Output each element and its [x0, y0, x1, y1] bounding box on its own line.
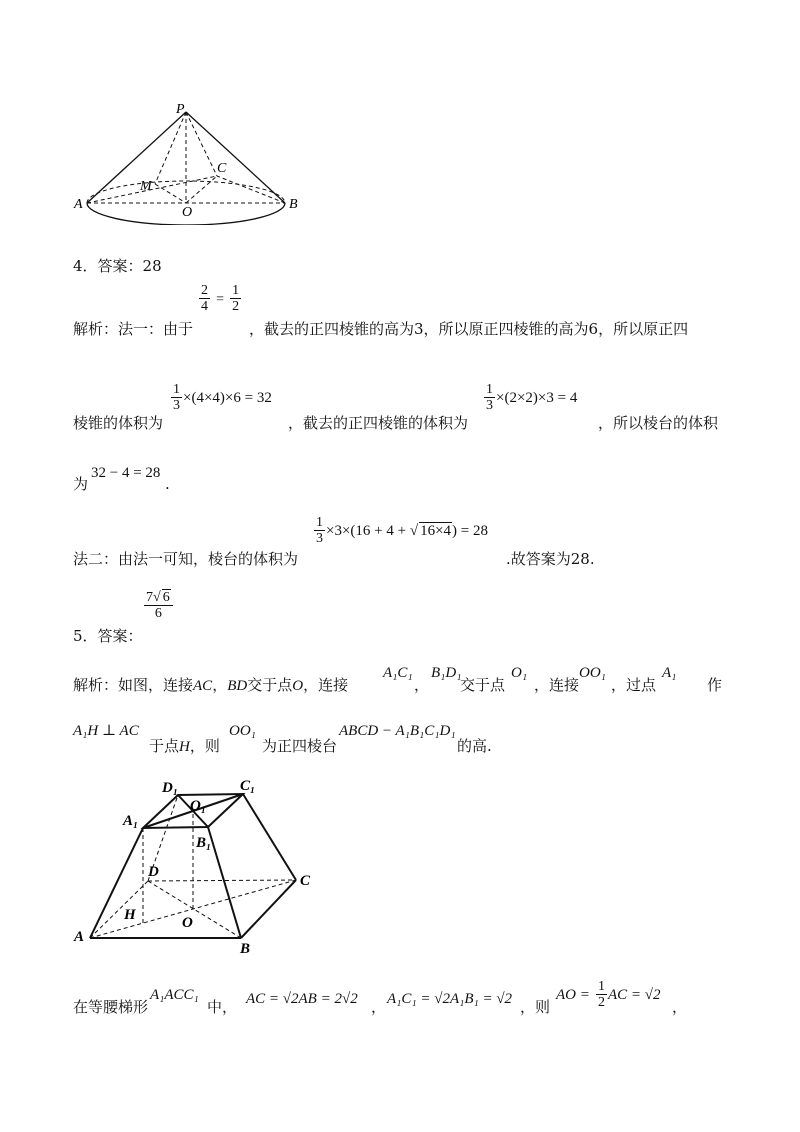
label-c: C — [217, 161, 227, 176]
q4-heading: 4．答案：28 — [73, 257, 162, 275]
q4-line3-suffix: . — [165, 475, 170, 493]
l1-c: ， — [212, 676, 228, 694]
frac2-num: 1 — [232, 283, 240, 298]
vol1-den: 3 — [173, 398, 180, 413]
l1-e: 交于点 — [247, 676, 293, 694]
label-b1: B₁ — [196, 835, 212, 851]
l1-g: ，连接 — [303, 676, 349, 694]
l2-h: H — [179, 739, 190, 755]
eq-sign: = — [216, 292, 224, 307]
vol3-den: 3 — [316, 531, 323, 546]
vol1-expr: ×(4×4)×6 = 32 — [183, 390, 272, 406]
q5-l3-trapezoid: A₁ACC₁ — [150, 987, 199, 1003]
ao-den: 2 — [597, 995, 605, 1010]
label-a: A — [74, 929, 85, 945]
q5-l2-perp: A₁H ⊥ AC — [73, 723, 139, 739]
q5-l1-a1: A₁ — [662, 665, 677, 681]
q4-line2-mid: ，截去的正四棱锥的体积为 — [288, 414, 469, 432]
l1-a: 解析：如图，连接 — [73, 676, 194, 694]
l1-bd: BD — [227, 678, 248, 694]
slant-right — [186, 112, 285, 203]
q4-line4-prefix: 法二：由法一可知，棱台的体积为 — [73, 550, 299, 568]
q4-line3-prefix: 为 — [73, 475, 89, 493]
frac1-num: 2 — [201, 283, 208, 298]
q5-l3-a1c1: A₁C₁ = √2A₁B₁ = √2 — [387, 991, 513, 1007]
ao-pre: AO = — [556, 987, 590, 1003]
label-o: O — [182, 915, 193, 931]
edge-cc1 — [243, 794, 296, 880]
label-d1: D₁ — [162, 780, 179, 796]
q4-line4-suffix: .故答案为28. — [506, 550, 595, 568]
label-c1: C₁ — [240, 778, 256, 794]
q5-l1-guodian: ，过点 — [611, 676, 657, 694]
q5-l1-a1c1: A₁C₁ — [383, 665, 413, 681]
vol3-expr-a: ×3×(16 + 4 + — [326, 523, 410, 539]
q5-heading: 5．答案： — [73, 627, 143, 645]
q4-vol1 — [170, 382, 272, 413]
q5-l1-lianjie: ，连接 — [534, 676, 580, 694]
frac2-den: 2 — [232, 299, 240, 314]
pc — [186, 112, 217, 176]
q4-line2-prefix: 棱锥的体积为 — [73, 414, 164, 432]
label-h: H — [124, 907, 136, 923]
vol1-num: 1 — [173, 382, 180, 397]
label-d: D — [148, 864, 159, 880]
q4-line1-suffix: ，截去的正四棱锥的高为3，所以原正四棱锥的高为6，所以原正四 — [249, 320, 689, 338]
ans-rad: 6 — [162, 590, 170, 605]
label-b: B — [289, 197, 298, 212]
vol2-expr: ×(2×2)×3 = 4 — [496, 390, 578, 406]
label-p: P — [176, 102, 185, 117]
label-o: O — [182, 205, 193, 220]
q5-l1-comma: ， — [414, 676, 430, 694]
ans-den: 6 — [154, 606, 162, 621]
ans-coef: 7 — [146, 590, 153, 605]
q5-l2-oo1: OO₁ — [229, 723, 256, 739]
l1-ac: AC — [193, 678, 213, 694]
vol3-expr-b: ) = 28 — [452, 523, 489, 539]
q4-line1-prefix: 解析：法一：由于 — [73, 320, 194, 338]
q5-l1-jiaoyudian: 交于点 — [460, 676, 506, 694]
cone-figure — [70, 100, 320, 225]
vol2-den: 3 — [486, 398, 493, 413]
edge-dc-hidden — [148, 880, 296, 881]
label-c: C — [300, 873, 311, 889]
q5-l3-comma2: ， — [672, 998, 688, 1016]
mo — [155, 184, 186, 203]
q4-line3-expr: 32 − 4 = 28 — [91, 465, 161, 481]
q5-l1 — [73, 676, 348, 695]
label-o1: O₁ — [190, 798, 207, 814]
q5-l1-o1: O₁ — [511, 665, 528, 681]
q5-l3-ac: AC = √2AB = 2√2 — [246, 991, 358, 1007]
q5-l2-yudian — [149, 737, 220, 756]
vol3-sqrt: 16×4 — [420, 523, 452, 539]
edge-bb1 — [208, 827, 241, 938]
edge-bc — [241, 880, 296, 938]
q4-line2-suffix: ，所以棱台的体积 — [598, 414, 719, 432]
q5-l2-frustum: ABCD − A₁B₁C₁D₁ — [339, 723, 456, 739]
q5-l3-comma1: ， — [371, 998, 387, 1016]
q5-l2-degao: 的高. — [457, 737, 492, 755]
oc — [186, 176, 217, 203]
q5-l3-ze: ，则 — [520, 998, 551, 1016]
q5-l3-ao — [556, 979, 661, 1010]
q5-l3-zhong: 中， — [207, 998, 238, 1016]
q5-l1-zuo: 作 — [707, 676, 723, 694]
vol3-num: 1 — [316, 515, 323, 530]
ao-post: AC = √2 — [607, 987, 661, 1003]
frustum-figure — [68, 775, 338, 960]
label-m: M — [140, 179, 152, 194]
q5-l2-zhengsileng: 为正四棱台 — [262, 737, 338, 755]
frac1-den: 4 — [201, 299, 208, 314]
label-a1: A₁ — [123, 813, 139, 829]
q4-fraction-eq — [198, 283, 242, 314]
l1-o: O — [292, 678, 304, 694]
q4-vol3: $\frac{1}{3}$ ×3×(16 + 4 + √ 16×4) = 28 — [316, 515, 489, 546]
label-b: B — [240, 941, 251, 957]
l2-b: 于点 — [149, 737, 180, 755]
ao-num: 1 — [597, 979, 605, 994]
vol2-num: 1 — [486, 382, 493, 397]
q5-l3-prefix: 在等腰梯形 — [73, 998, 149, 1016]
slant-left — [87, 112, 186, 203]
bc — [217, 176, 285, 203]
l2-d: ，则 — [189, 737, 220, 755]
label-a: A — [74, 197, 83, 212]
q4-vol2 — [483, 382, 577, 413]
q5-l1-oo1: OO₁ — [579, 665, 606, 681]
pm — [155, 112, 186, 184]
q5-l1-b1d1: B₁D₁ — [431, 665, 462, 681]
q5-answer-frac: $\frac{7√ 6}{6}$ — [143, 590, 174, 621]
